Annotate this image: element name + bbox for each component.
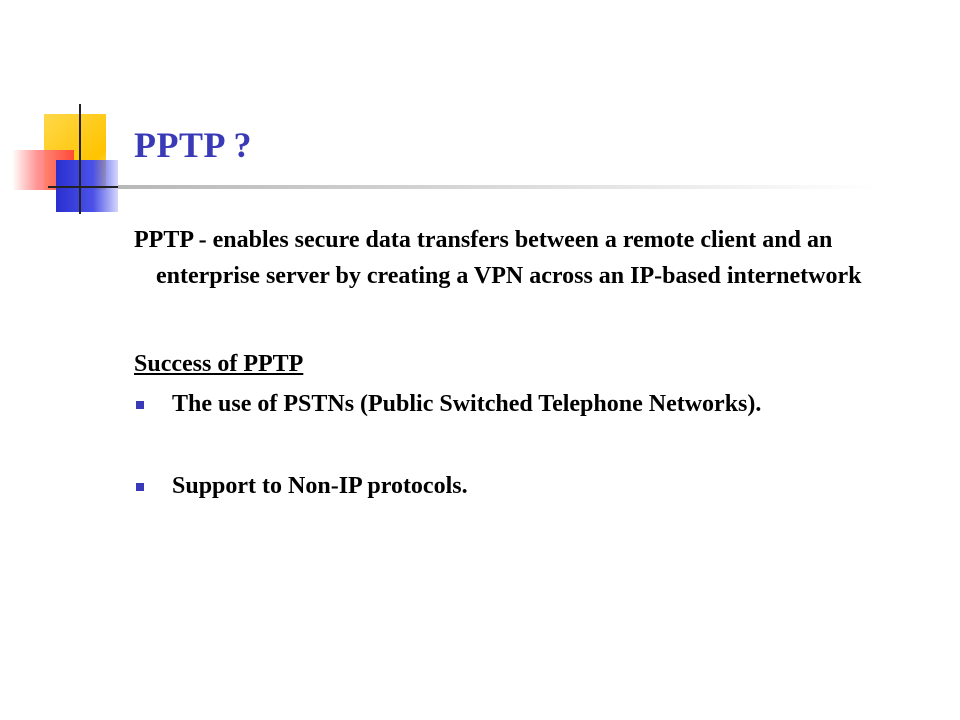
bullet-list	[134, 386, 874, 504]
bullet-text: The use of PSTNs (Public Switched Telephone Networks).	[172, 391, 762, 417]
slide-title: PPTP ?	[134, 125, 252, 165]
corner-logo-icon	[0, 0, 140, 230]
section-heading: Success of PPTP	[134, 351, 304, 377]
intro-paragraph: PPTP - enables secure data transfers between a remote client and an enterprise server by creating a VPN across an IP-based internetwork	[134, 227, 862, 289]
slide-body	[134, 222, 874, 504]
bullet-item	[134, 468, 874, 504]
bullet-text: Support to Non-IP protocols.	[172, 473, 468, 499]
square-bullet-icon	[136, 483, 144, 491]
vertical-line	[79, 104, 81, 214]
horizontal-line	[48, 186, 118, 188]
title-underline	[118, 185, 878, 189]
square-bullet-icon	[136, 401, 144, 409]
bullet-item	[134, 386, 874, 422]
